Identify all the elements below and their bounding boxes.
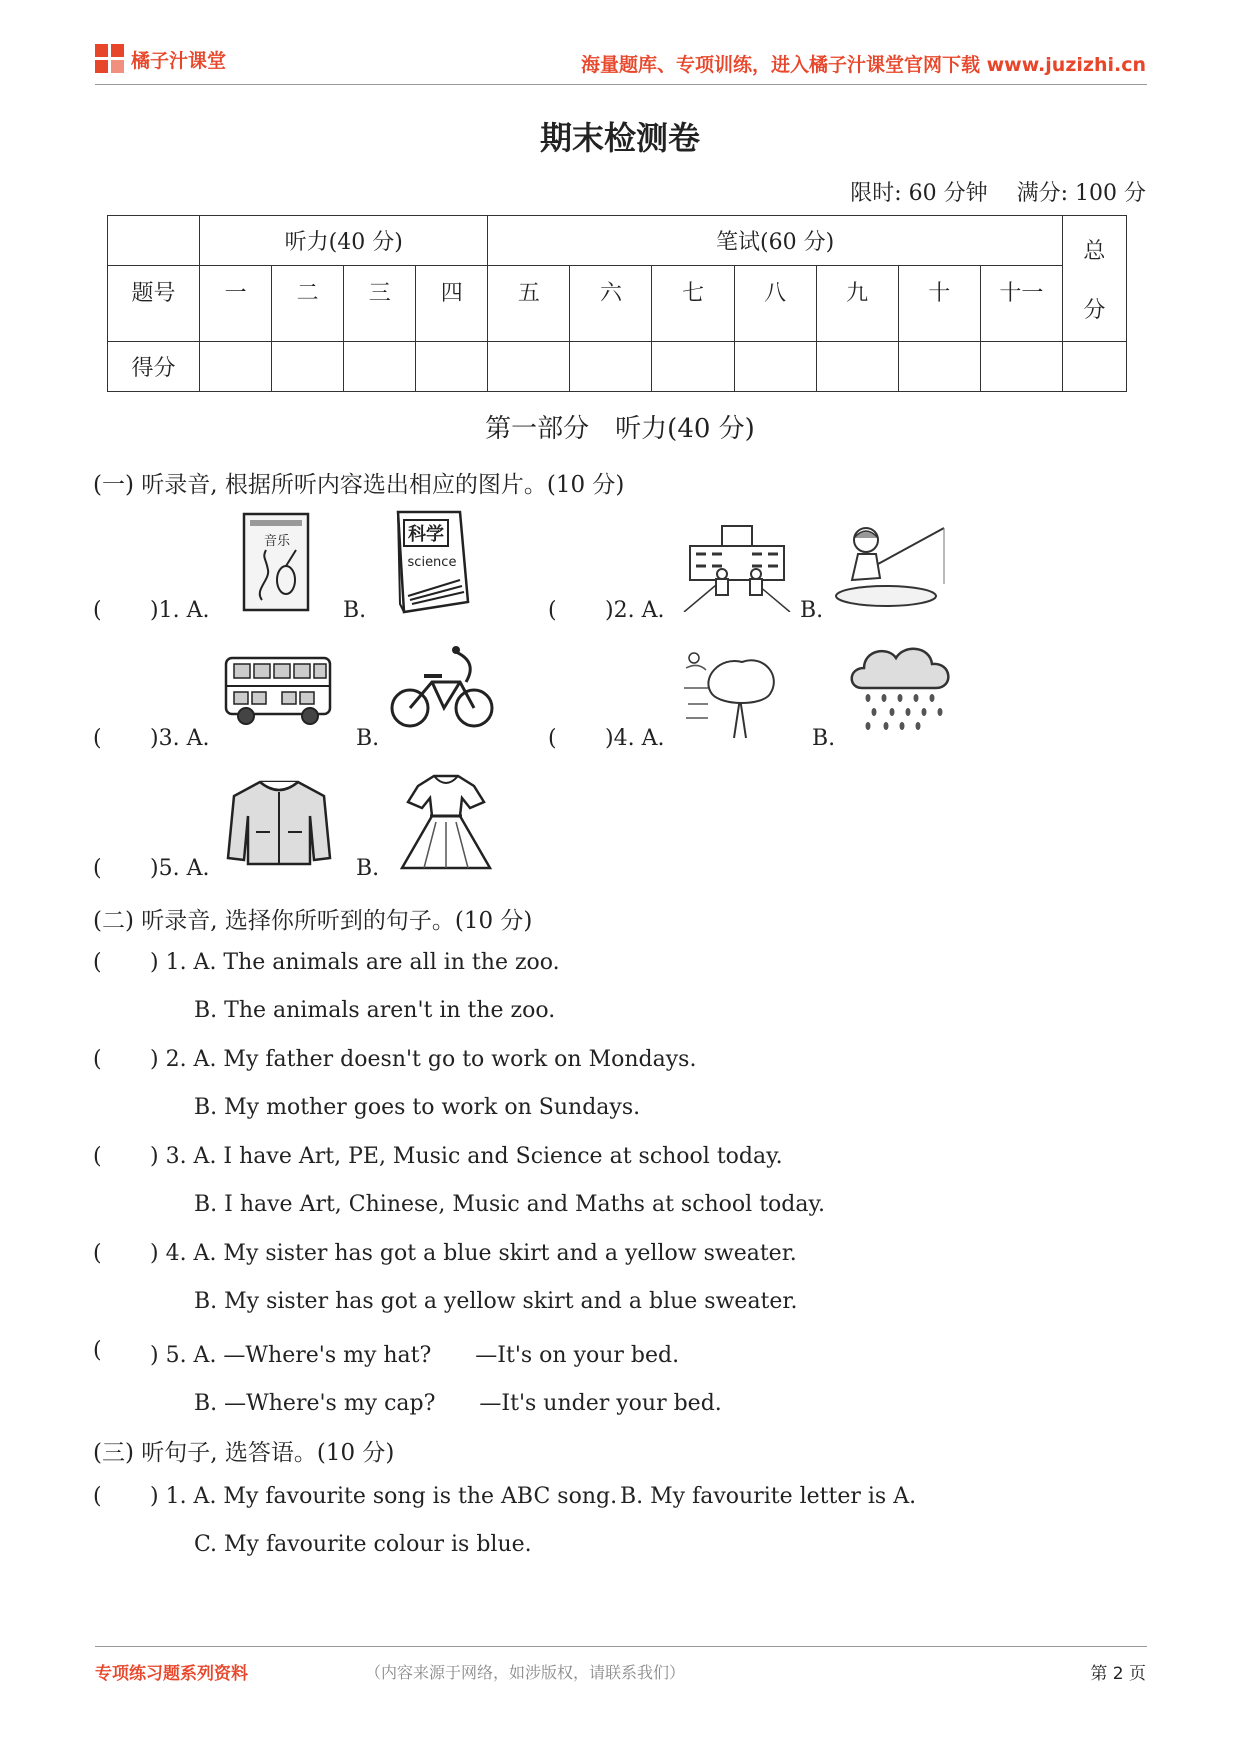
answer-blank-paren[interactable]: (	[93, 1484, 102, 1509]
option-b-label: B.	[800, 598, 824, 623]
answer-blank-paren[interactable]: (	[93, 950, 102, 975]
svg-text:科学: 科学	[408, 524, 444, 545]
question-option-b: B. I have Art, Chinese, Music and Maths at school today.	[194, 1192, 825, 1217]
score-cell[interactable]	[272, 342, 344, 392]
option-b-label: B.	[343, 598, 367, 623]
answer-blank-paren[interactable]: (	[548, 726, 557, 751]
answer-blank-paren[interactable]: (	[93, 1338, 102, 1363]
score-cell[interactable]	[1062, 342, 1126, 392]
score-table	[107, 215, 1127, 392]
music-book-icon	[240, 510, 314, 614]
writing-header: 笔试(60 分)	[488, 216, 1063, 266]
score-cell[interactable]	[898, 342, 980, 392]
col-header: 三	[344, 266, 416, 342]
dress-icon	[400, 772, 492, 876]
item-number: )4. A.	[605, 726, 665, 751]
col-header: 二	[272, 266, 344, 342]
question-number-row	[108, 266, 1127, 342]
section1-heading: (一) 听录音, 根据所听内容选出相应的图片。(10 分)	[93, 472, 625, 498]
svg-text:science: science	[407, 555, 457, 570]
col-header: 一	[200, 266, 272, 342]
answer-blank-paren[interactable]: (	[93, 1144, 102, 1169]
page-title: 期末检测卷	[539, 119, 700, 157]
part1-heading: 第一部分 听力(40 分)	[485, 414, 755, 444]
footer-divider	[95, 1646, 1147, 1647]
table-corner-cell	[108, 216, 200, 266]
option-b-label: B.	[812, 726, 836, 751]
section2-heading: (二) 听录音, 选择你所听到的句子。(10 分)	[93, 908, 533, 934]
jacket-icon	[224, 776, 334, 868]
svg-text:音乐: 音乐	[263, 534, 291, 549]
score-cell[interactable]	[344, 342, 416, 392]
page-number: 第 2 页	[1090, 1664, 1146, 1684]
question-option-a: ) 2. A. My father doesn't go to work on Mondays.	[150, 1047, 697, 1072]
question-option-b: B. My favourite letter is A.	[620, 1484, 917, 1509]
score-cell[interactable]	[816, 342, 898, 392]
question-option-a: ) 4. A. My sister has got a blue skirt and a yellow sweater.	[150, 1241, 797, 1266]
item-number: )3. A.	[150, 726, 210, 751]
answer-blank-paren[interactable]: (	[93, 1047, 102, 1072]
answer-blank-paren[interactable]: (	[93, 726, 102, 751]
answer-blank-paren[interactable]: (	[93, 856, 102, 881]
header-slogan: 海量题库、专项训练，进入橘子汁课堂官网下载 www.juzizhi.cn	[581, 54, 1146, 76]
col-header: 十一	[980, 266, 1062, 342]
boy-fishing-icon	[832, 524, 950, 608]
brand-logo	[95, 44, 226, 74]
answer-blank-paren[interactable]: (	[548, 598, 557, 623]
col-header: 五	[488, 266, 570, 342]
score-cell[interactable]	[734, 342, 816, 392]
col-header: 六	[570, 266, 652, 342]
header-divider	[95, 84, 1147, 85]
col-header: 四	[416, 266, 488, 342]
question-option-b: B. —Where's my cap? —It's under your bed.	[194, 1391, 722, 1416]
total-header: 总 分	[1062, 216, 1126, 342]
score-cell[interactable]	[488, 342, 570, 392]
score-row	[108, 342, 1127, 392]
brand-name: 橘子汁课堂	[131, 49, 227, 72]
score-cell[interactable]	[416, 342, 488, 392]
qnum-label: 题号	[108, 266, 200, 342]
answer-blank-paren[interactable]: (	[93, 1241, 102, 1266]
section3-heading: (三) 听句子, 选答语。(10 分)	[93, 1440, 395, 1466]
school-building-icon	[682, 518, 792, 612]
option-b-label: B.	[356, 856, 380, 881]
col-header: 十	[898, 266, 980, 342]
question-option-a: ) 5. A. —Where's my hat? —It's on your bed.	[150, 1343, 680, 1368]
question-option-b: B. The animals aren't in the zoo.	[194, 998, 556, 1023]
rain-cloud-icon	[848, 640, 956, 736]
item-number: )1. A.	[150, 598, 210, 623]
bicycle-icon	[388, 642, 500, 734]
question-option-b: B. My sister has got a yellow skirt and a blue sweater.	[194, 1289, 798, 1314]
item-number: )5. A.	[150, 856, 210, 881]
question-option-a: ) 3. A. I have Art, PE, Music and Science at school today.	[150, 1144, 783, 1169]
col-header: 八	[734, 266, 816, 342]
answer-blank-paren[interactable]: (	[93, 598, 102, 623]
question-option-c: C. My favourite colour is blue.	[194, 1532, 532, 1557]
item-number: )2. A.	[605, 598, 665, 623]
footer-copyright: （内容来源于网络，如涉版权，请联系我们）	[365, 1663, 686, 1682]
science-book-icon	[390, 508, 474, 616]
score-cell[interactable]	[980, 342, 1062, 392]
score-cell[interactable]	[570, 342, 652, 392]
logo-icon	[95, 44, 125, 74]
question-option-a: ) 1. A. My favourite song is the ABC song.	[150, 1484, 618, 1509]
double-decker-bus-icon	[222, 652, 334, 728]
windy-tree-icon	[682, 648, 792, 740]
footer-series: 专项练习题系列资料	[95, 1664, 248, 1684]
col-header: 七	[652, 266, 734, 342]
score-cell[interactable]	[200, 342, 272, 392]
option-b-label: B.	[356, 726, 380, 751]
question-option-b: B. My mother goes to work on Sundays.	[194, 1095, 641, 1120]
score-cell[interactable]	[652, 342, 734, 392]
listening-header: 听力(40 分)	[200, 216, 488, 266]
score-label: 得分	[108, 342, 200, 392]
col-header: 九	[816, 266, 898, 342]
question-option-a: ) 1. A. The animals are all in the zoo.	[150, 950, 560, 975]
time-info: 限时: 60 分钟 满分: 100 分	[850, 181, 1146, 206]
